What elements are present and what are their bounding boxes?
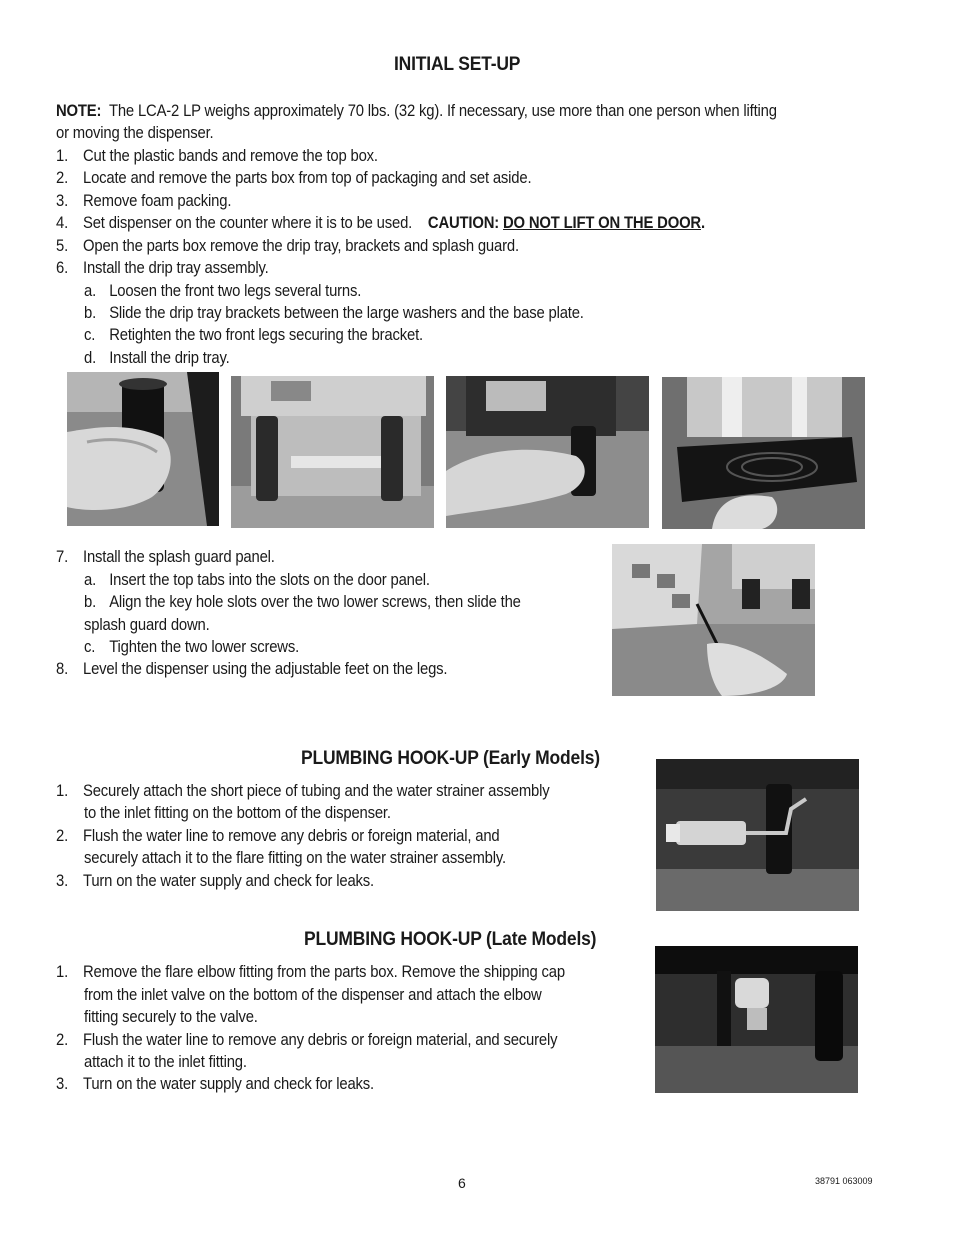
setup-step-5: 5. Open the parts box remove the drip tray, brackets and splash guard. [56,237,519,255]
page-number: 6 [458,1175,466,1191]
photo-water-strainer [656,759,859,911]
photo-retighten-leg [446,376,649,528]
step7-sub-c: c. Tighten the two lower screws. [84,638,300,656]
setup-step-1: 1. Cut the plastic bands and remove the top box. [56,147,378,165]
document-code: 38791 063009 [815,1176,873,1186]
step6-sub-c: c. Retighten the two front legs securing the bracket. [84,326,423,344]
early-step-3: 3. Turn on the water supply and check for leaks. [56,872,374,890]
step7-sub-b-cont: splash guard down. [84,616,210,634]
note-label: NOTE: [56,102,102,120]
caution-text: DO NOT LIFT ON THE DOOR [503,214,701,232]
plumbing-early-heading: PLUMBING HOOK-UP (Early Models) [301,748,600,769]
step6-sub-d: d. Install the drip tray. [84,349,230,367]
early-step-1: 1. Securely attach the short piece of tubing and the water strainer assembly [56,782,550,800]
photo-inlet-valve [655,946,858,1093]
late-step-1-cont-b: fitting securely to the valve. [84,1008,258,1026]
setup-step-3: 3. Remove foam packing. [56,192,232,210]
setup-step-4: 4. Set dispenser on the counter where it is to be used. CAUTION: DO NOT LIFT ON THE DOOR. [56,214,705,232]
early-step-2: 2. Flush the water line to remove any debris or foreign material, and [56,827,500,845]
caution-label: CAUTION: [427,214,500,232]
plumbing-late-heading: PLUMBING HOOK-UP (Late Models) [304,929,597,950]
photo-splash-guard [612,544,815,696]
photo-bracket-install [231,376,434,528]
note-line-1 [56,100,777,122]
step6-sub-b: b. Slide the drip tray brackets between the large washers and the base plate. [84,304,584,322]
late-step-3: 3. Turn on the water supply and check for leaks. [56,1075,374,1093]
late-step-2: 2. Flush the water line to remove any debris or foreign material, and securely [56,1031,558,1049]
photo-drip-tray [662,377,865,529]
step7-sub-a: a. Insert the top tabs into the slots on the door panel. [84,571,430,589]
early-step-2-cont: securely attach it to the flare fitting on the water strainer assembly. [84,849,506,867]
setup-step-7: 7. Install the splash guard panel. [56,548,275,566]
late-step-2-cont: attach it to the inlet fitting. [84,1053,247,1071]
note-line-2: or moving the dispenser. [56,124,214,142]
step7-sub-b: b. Align the key hole slots over the two lower screws, then slide the [84,593,521,611]
step6-sub-a: a. Loosen the front two legs several turns. [84,282,362,300]
early-step-1-cont: to the inlet fitting on the bottom of the dispenser. [84,804,391,822]
setup-step-8: 8. Level the dispenser using the adjustable feet on the legs. [56,660,448,678]
note-text: The LCA-2 LP weighs approximately 70 lbs. (32 kg). If necessary, use more than one person when lifting [108,102,777,120]
setup-step-2: 2. Locate and remove the parts box from top of packaging and set aside. [56,169,532,187]
photo-loosen-leg [67,372,219,526]
initial-setup-heading: INITIAL SET-UP [394,54,521,75]
late-step-1: 1. Remove the flare elbow fitting from the parts box. Remove the shipping cap [56,963,565,981]
setup-step-6: 6. Install the drip tray assembly. [56,259,269,277]
late-step-1-cont-a: from the inlet valve on the bottom of the dispenser and attach the elbow [84,986,542,1004]
